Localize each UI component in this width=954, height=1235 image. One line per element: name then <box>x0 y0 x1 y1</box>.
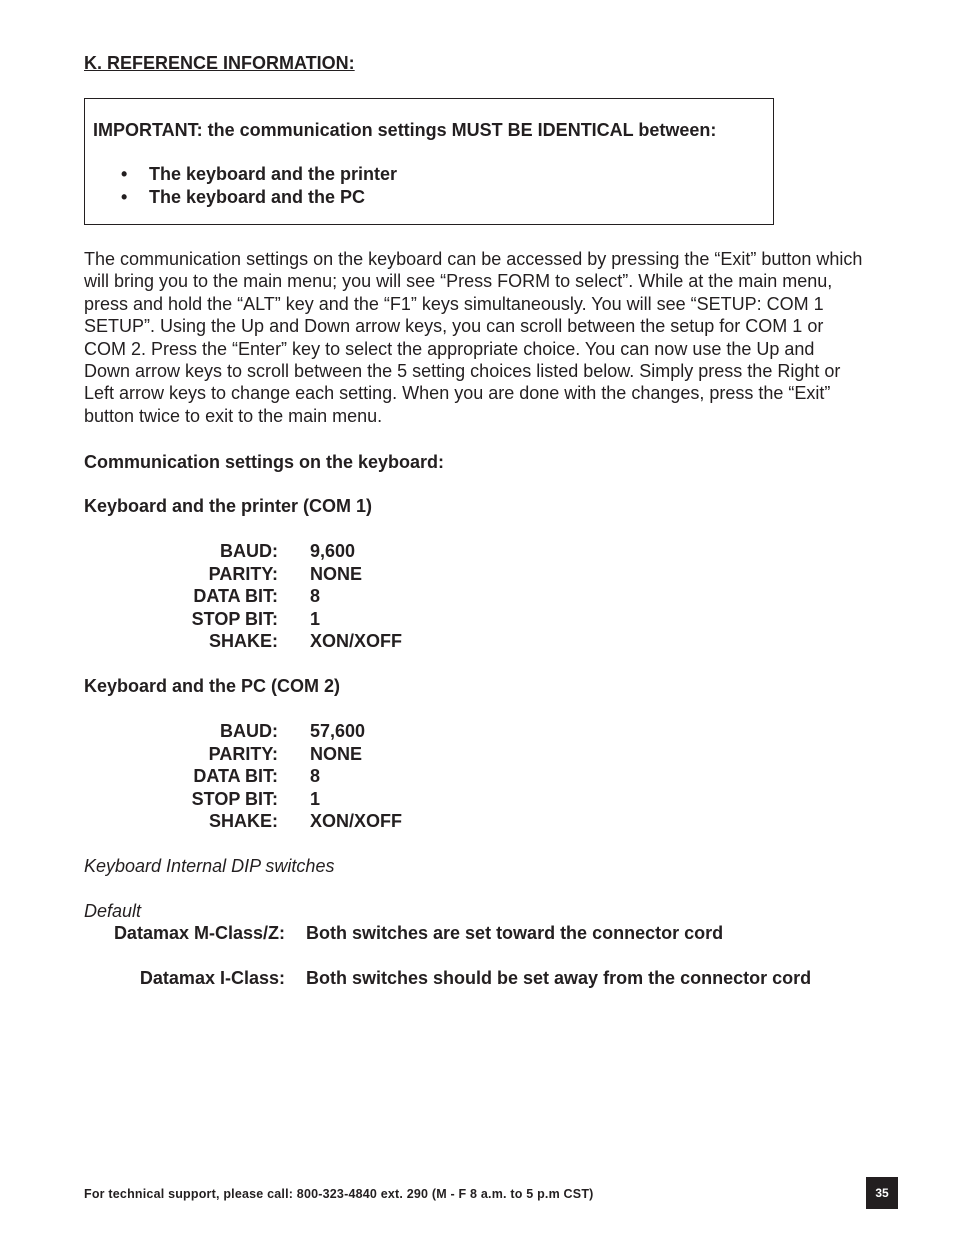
com2-settings-table <box>84 720 484 833</box>
setting-row-shake: SHAKE: XON/XOFF <box>208 811 403 831</box>
setting-row-data-bit: DATA BIT: 8 <box>193 766 321 786</box>
bullet-icon: • <box>121 187 128 207</box>
paragraph-line: Down arrow keys to scroll between the 5 setting choices listed below. Simply press the Right or <box>84 361 841 382</box>
footer-support-text: For technical support, please call: 800-323-4840 ext. 290 (M - F 8 a.m. to 5 p.m CST) <box>84 1187 594 1201</box>
setting-row-stop-bit: STOP BIT: 1 <box>191 608 321 629</box>
instructions-paragraph <box>84 248 904 427</box>
paragraph-line: Left arrow keys to change each setting. When you are done with the changes, press the “Exit” <box>84 383 831 404</box>
paragraph-line: The communication settings on the keyboard can be accessed by pressing the “Exit” button which <box>84 249 863 269</box>
com2-heading: Keyboard and the PC (COM 2) <box>84 676 341 696</box>
com1-settings-table <box>84 540 484 653</box>
setting-row-shake: SHAKE: XON/XOFF <box>208 631 403 651</box>
dip-mclass-label: Datamax M-Class/Z: <box>113 923 285 943</box>
important-notice-box <box>84 98 774 225</box>
setting-row-baud: BAUD: 9,600 <box>220 541 356 561</box>
com1-heading: Keyboard and the printer (COM 1) <box>84 496 373 516</box>
settings-heading: Communication settings on the keyboard: <box>84 452 445 472</box>
notice-bullet-item: • The keyboard and the PC <box>121 187 366 207</box>
dip-switches-heading: Keyboard Internal DIP switches <box>84 856 335 876</box>
notice-bullet-item: • The keyboard and the printer <box>121 164 398 184</box>
setting-row-data-bit: DATA BIT: 8 <box>193 586 321 606</box>
setting-row-baud: BAUD: 57,600 <box>220 721 366 741</box>
paragraph-line: press and hold the “ALT” key and the “F1” keys simultaneously. You will see “SETUP: COM 1 <box>84 293 824 314</box>
paragraph-line: COM 2. Press the “Enter” key to select the appropriate choice. You can now use the Up and <box>84 338 815 359</box>
notice-bullet-list <box>121 163 397 209</box>
dip-iclass-text: Both switches should be set away from the connector cord <box>306 968 812 988</box>
dip-default-label: Default <box>84 901 142 921</box>
paragraph-line: button twice to exit to the main menu. <box>84 405 383 426</box>
setting-row-parity: PARITY: NONE <box>208 563 363 584</box>
notice-title: IMPORTANT: the communication settings MUST BE IDENTICAL between: <box>93 120 717 140</box>
setting-row-parity: PARITY: NONE <box>208 743 363 764</box>
dip-mclass-text: Both switches are set toward the connector cord <box>306 923 724 943</box>
page-number: 35 <box>875 1186 889 1200</box>
bullet-icon: • <box>121 164 128 184</box>
setting-row-stop-bit: STOP BIT: 1 <box>191 788 321 809</box>
paragraph-line: SETUP”. Using the Up and Down arrow keys, you can scroll between the setup for COM 1 or <box>84 316 824 337</box>
page-number-badge <box>866 1177 898 1209</box>
section-heading: K. REFERENCE INFORMATION: <box>84 53 355 73</box>
dip-iclass-label: Datamax I-Class: <box>139 968 285 988</box>
paragraph-line: will bring you to the main menu; you will see “Press FORM to select”. While at the main menu, <box>84 271 833 292</box>
